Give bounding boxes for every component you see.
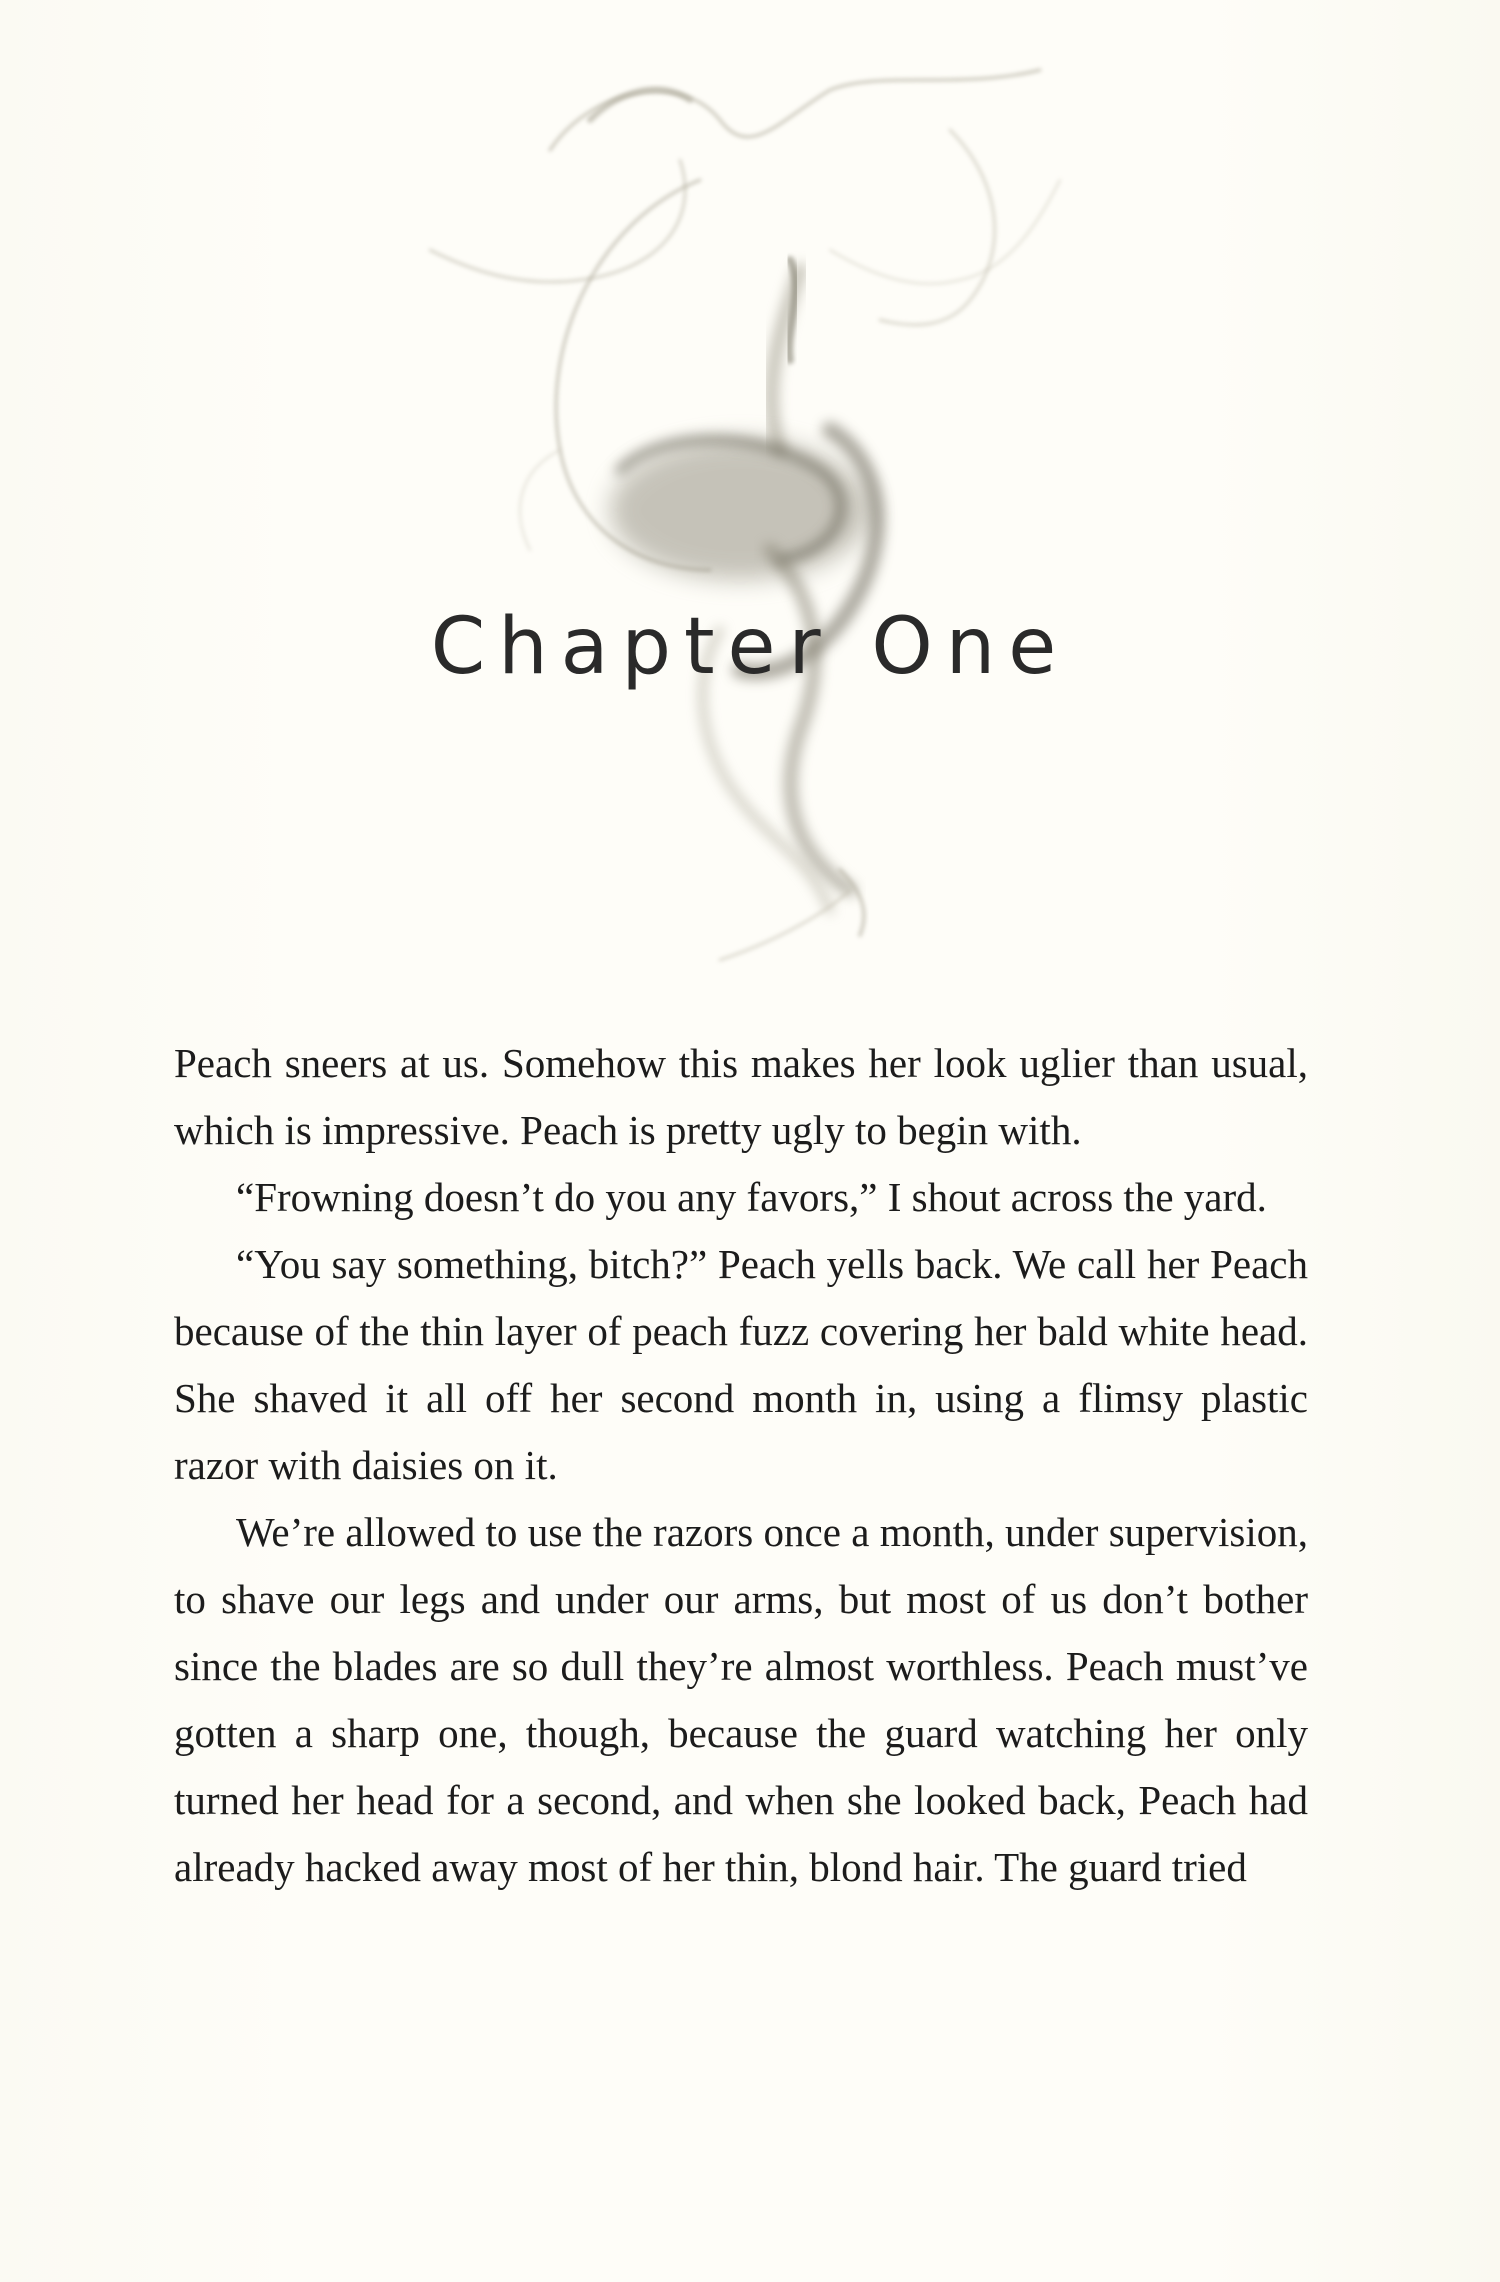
paragraph: We’re allowed to use the razors once a month, under supervision, to shave our legs and under our arms, but most of us don’t bother since the blades are so dull they’re almost worthless. Peach must’ve gotten a sharp one, though, because the guard watching her only turned her head for a second, and when she looked back, Peach had already hacked away most of her thin, blond hair. The guard tried: [174, 1509, 1308, 1890]
smoke-illustration: [360, 30, 1120, 1010]
chapter-body-text: [174, 1030, 1308, 1901]
chapter-title: Chapter One: [430, 602, 1070, 692]
paragraph: “You say something, bitch?” Peach yells back. We call her Peach because of the thin layer of peach fuzz covering her bald white head. She shaved it all off her second month in, using a flimsy plastic razor with daisies on it.: [174, 1241, 1308, 1488]
paragraph: Peach sneers at us. Somehow this makes her look uglier than usual, which is impressive. Peach is pretty ugly to begin with.: [174, 1040, 1308, 1153]
paragraph: “Frowning doesn’t do you any favors,” I shout across the yard.: [236, 1174, 1267, 1220]
